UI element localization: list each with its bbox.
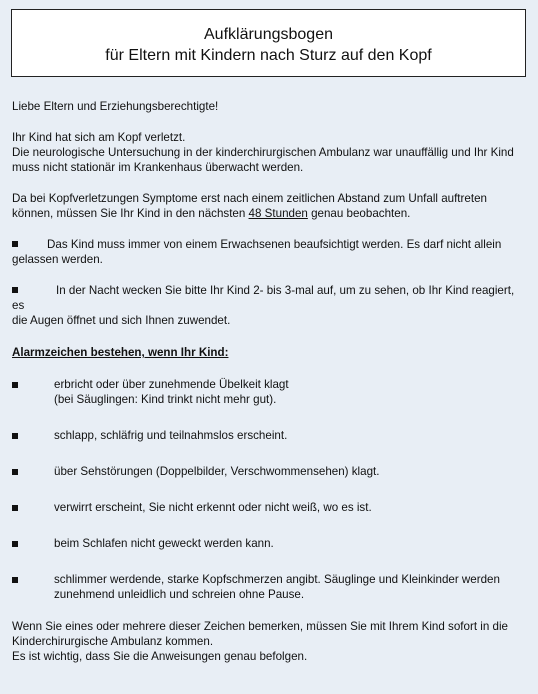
bullet-icon (12, 505, 18, 511)
intro-line-1: Ihr Kind hat sich am Kopf verletzt. (12, 131, 186, 144)
title-line-1: Aufklärungsbogen (204, 26, 333, 43)
observation-text-pre: können, müssen Sie Ihr Kind in den nächsten (12, 207, 249, 220)
intro-line-2: Die neurologische Untersuchung in der kinderchirurgischen Ambulanz war unauffällig und Ihr Kind (12, 146, 514, 159)
bullet-icon (12, 241, 18, 247)
instruction-supervise (12, 237, 528, 252)
bullet-icon (12, 469, 18, 475)
closing-line-1: Wenn Sie eines oder mehrere dieser Zeichen bemerken, müssen Sie mit Ihrem Kind sofort in die (12, 620, 508, 633)
alarm-signs-list (12, 377, 528, 602)
closing-line-2: Kinderchirurgische Ambulanz kommen. (12, 635, 214, 648)
list-item: schlapp, schläfrig und teilnahmslos erscheint. (12, 428, 528, 443)
observation-line-1: Da bei Kopfverletzungen Symptome erst nach einem zeitlichen Abstand zum Unfall auftreten (12, 192, 487, 205)
instruction-supervise-line-1: Das Kind muss immer von einem Erwachsenen beaufsichtigt werden. Es darf nicht allein (47, 238, 502, 251)
bullet-icon (12, 541, 18, 547)
instruction-wake (12, 283, 528, 313)
list-item: erbricht oder über zunehmende Übelkeit klagt (bei Säuglingen: Kind trinkt nicht mehr gut). (12, 377, 528, 407)
list-item: beim Schlafen nicht geweckt werden kann. (12, 536, 528, 551)
bullet-icon (12, 382, 18, 388)
observation-line-2 (12, 206, 528, 221)
alarm-heading: Alarmzeichen bestehen, wenn Ihr Kind: (12, 346, 229, 359)
instruction-wake-line-2: die Augen öffnet und sich Ihnen zuwendet. (12, 314, 231, 327)
duration-48-hours: 48 Stunden (248, 207, 308, 220)
list-item: schlimmer werdende, starke Kopfschmerzen angibt. Säuglinge und Kleinkinder werden zunehmend unleidlich und schreien ohne Pause. (12, 572, 528, 602)
salutation: Liebe Eltern und Erziehungsberechtigte! (12, 100, 219, 113)
instruction-wake-line-1: In der Nacht wecken Sie bitte Ihr Kind 2- bis 3-mal auf, um zu sehen, ob Ihr Kind reagiert, es (12, 284, 515, 312)
bullet-icon (12, 287, 18, 293)
title-line-2: für Eltern mit Kindern nach Sturz auf den Kopf (105, 47, 432, 64)
intro-line-3: muss nicht stationär im Krankenhaus überwacht werden. (12, 161, 304, 174)
instruction-supervise-line-2: gelassen werden. (12, 253, 103, 266)
bullet-icon (12, 433, 18, 439)
document-body (12, 99, 528, 664)
document-title-box (11, 9, 526, 77)
list-item: über Sehstörungen (Doppelbilder, Verschwommensehen) klagt. (12, 464, 528, 479)
list-item: verwirrt erscheint, Sie nicht erkennt oder nicht weiß, wo es ist. (12, 500, 528, 515)
observation-text-post: genau beobachten. (307, 207, 411, 220)
closing-line-3: Es ist wichtig, dass Sie die Anweisungen genau befolgen. (12, 650, 308, 663)
bullet-icon (12, 577, 18, 583)
